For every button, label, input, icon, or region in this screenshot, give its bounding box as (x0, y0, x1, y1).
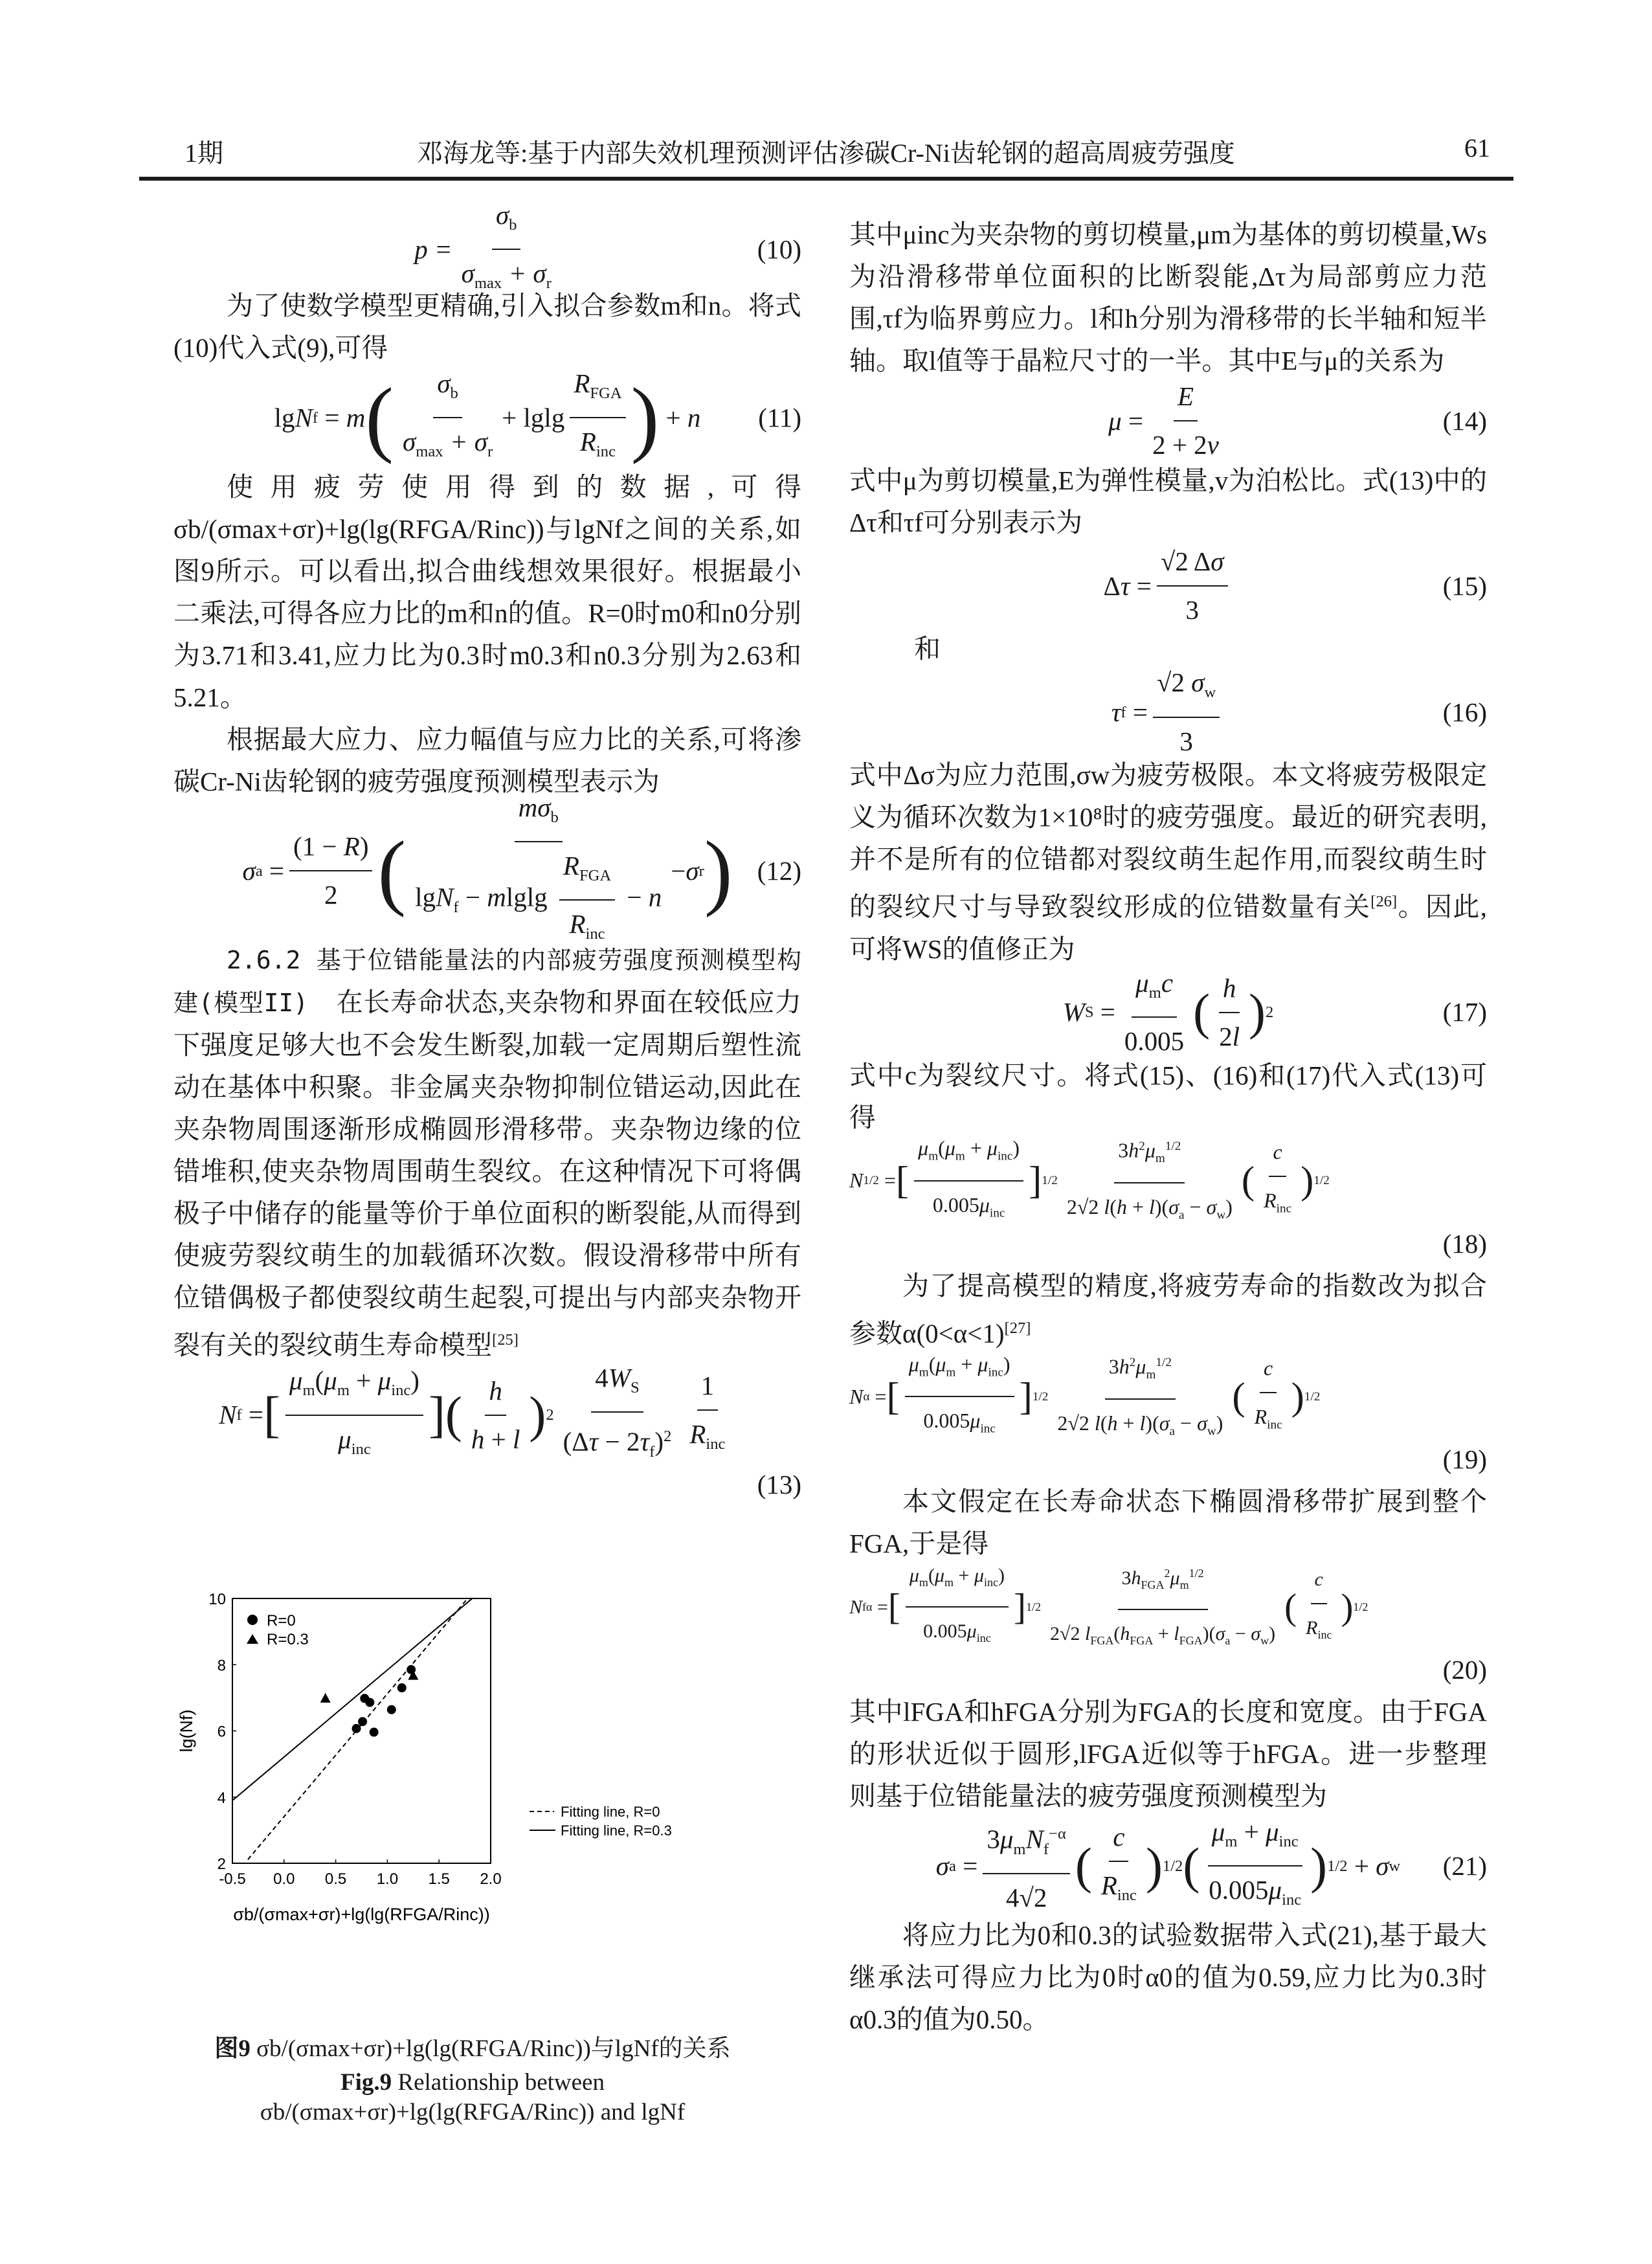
paragraph-shear-modulus: 式中μ为剪切模量,E为弹性模量,v为泊松比。式(13)中的Δτ和τf可分别表示为 (849, 465, 1487, 537)
figure-caption-cn (168, 2034, 777, 2064)
section-heading: 2.6.2 基于位错能量法的内部疲劳强度预测模型构建(模型II) (173, 946, 801, 1017)
data-point-r0 (387, 1705, 396, 1714)
x-tick-label: -0.5 (219, 1870, 246, 1888)
data-point-r03 (320, 1693, 331, 1703)
paragraph-model-intro: 根据最大应力、应力幅值与应力比的关系,可将渗碳Cr-Ni齿轮钢的疲劳强度预测模型表示为 (173, 724, 801, 796)
citation-27: [27] (1004, 1319, 1031, 1337)
paragraph-symbols: 其中μinc为夹杂物的剪切模量,μm为基体的剪切模量,Ws为沿滑移带单位面积的比断裂能,Δτ为局部剪应力范围,τf为临界剪应力。l和h分别为滑移带的长半轴和短半轴。取l值等于晶粒尺寸的一半。其中E与μ的关系为 (849, 219, 1487, 375)
eq15-number: (15) (1442, 570, 1487, 601)
y-tick-label: 10 (208, 1591, 226, 1608)
legend-circle-marker (247, 1615, 258, 1625)
right-column (849, 214, 1487, 2041)
equation-19: N α = [ $\frac{\mu_m(\mu_m + \mu_{inc})}{0.005\mu_{inc}}$ ] 1/2 $\frac{3h^2\mu_m^{1/2}}{2√2 l(h + l)(\sigma_a - \sigma_w)}$ ( $\frac{c}{R_{inc}}$ ) 1/2 (849, 1354, 1487, 1439)
data-point-r0 (370, 1728, 379, 1737)
x-tick-label: 1.0 (376, 1870, 399, 1888)
x-tick-label: 0.5 (324, 1870, 347, 1888)
paragraph-fit-results: 使用疲劳使用得到的数据,可得σb/(σmax+σr)+lg(lg(RFGA/Rinc))与lgNf之间的关系,如图9所示。可以看出,拟合曲线想效果很好。根据最小二乘法,可得各应力比的m和n的值。R=0时m0和n0分别为3.71和3.41,应力比为0.3时m0.3和n0.3分别为2.63和5.21。 (173, 472, 801, 712)
equation-16: τ f = $\frac{√2 \sigma_w}{3}$ (16) (849, 670, 1487, 754)
equation-17: W S = $\frac{\mu_mc}{0.005}$ ( $\frac{h}{2l}$ ) 2 (17) (849, 970, 1487, 1055)
issue-label: 1期 (184, 139, 223, 168)
paragraph-fga-size: 其中lFGA和hFGA分别为FGA的长度和宽度。由于FGA的形状近似于圆形,lFGA近似等于hFGA。进一步整理则基于位错能量法的疲劳强度预测模型为 (849, 1697, 1487, 1811)
eq17-number: (17) (1442, 997, 1487, 1027)
y-tick-label: 4 (217, 1789, 226, 1807)
eq18-number: (18) (1442, 1228, 1487, 1259)
eq10-fraction: $\frac{\sigma_b}{\sigma_{max} + \sigma_r}$ (458, 194, 555, 304)
para5-text: 为了提高模型的精度,将疲劳寿命的指数改为拟合参数α(0<α<1) (849, 1270, 1487, 1349)
equation-13: N f = [ $\frac{\mu_m(\mu_m + \mu_{inc})}{\mu_{inc}}$ ] ( $\frac{h}{h + l}$ ) 2 $\frac{4W_S}{(\Delta\tau - 2\tau_f)^2}$ $\frac{1}{R_{inc}}$ (173, 1367, 801, 1464)
legend-triangle-marker (247, 1634, 258, 1644)
eq13-number: (13) (757, 1469, 801, 1499)
equation-20: N f α = [ $\frac{\mu_m(\mu_m + \mu_{inc})}{0.005\mu_{inc}}$ ] 1/2 $\frac{3h_{FGA}^2\mu_m^{1/2}}{2√2 l_{FGA}(h_{FGA} + l_{FGA})(\sigma_a - \sigma_w)}$ ( $\frac{c}{R_{inc}}$ ) 1/2 (849, 1565, 1487, 1649)
x-tick-label: 1.5 (428, 1870, 450, 1888)
data-point-r0 (365, 1698, 374, 1707)
legend-r0: R=0 (267, 1612, 296, 1630)
paragraph-fit-params: 为了使数学模型更精确,引入拟合参数m和n。将式(10)代入式(9),可得 (173, 291, 801, 363)
eq12-number: (12) (757, 855, 801, 886)
x-tick-label: 0.0 (273, 1870, 295, 1888)
left-column (173, 199, 802, 1506)
data-point-r0 (358, 1717, 367, 1726)
paragraph-alpha-values: 将应力比为0和0.3的试验数据带入式(21),基于最大继承法可得应力比为0时α0的值为0.59,应力比为0.3时α0.3的值为0.50。 (849, 1920, 1487, 2035)
eq11-number: (11) (758, 402, 801, 432)
x-axis-label: σb/(σmax+σr)+lg(lg(RFGA/Rinc)) (233, 1905, 490, 1924)
y-tick-label: 2 (217, 1855, 226, 1873)
citation-25: [25] (492, 1331, 519, 1349)
data-points (320, 1665, 419, 1737)
page-number: 61 (1464, 133, 1490, 163)
figure-caption-en (168, 2068, 777, 2127)
equation-12: σ a = $\frac{(1 - R)}{2}$ ( $m\sigma_b$ lgN$_f$ − mlglg $\frac{R_{FGA}}{R_{inc}}$ − n − σ r ) (12) (173, 803, 801, 939)
eq21-number: (21) (1442, 1850, 1487, 1881)
equation-14: μ = $\frac{E}{2 + 2v}$ (14) (849, 382, 1487, 460)
caption-cn-text: σb/(σmax+σr)+lg(lg(RFGA/Rinc))与lgNf的关系 (256, 2035, 731, 2062)
para3-text: 式中Δσ为应力范围,σw为疲劳极限。本文将疲劳极限定义为循环次数为1×10⁸时的疲劳强度。最近的研究表明,并不是所有的位错都对裂纹萌生起作用,而裂纹萌生时的裂纹尺寸与导致裂纹形成的位错数量有关 (849, 760, 1487, 922)
figure-9-chart (168, 1580, 764, 2007)
y-tick-label: 6 (217, 1723, 226, 1741)
paragraph-dislocation: 在长寿命状态,夹杂物和界面在较低应力下强度足够大也不会发生断裂,加载一定周期后塑性流动在基体中积聚。非金属夹杂物抑制位错运动,因此在夹杂物周围逐渐形成椭圆形滑移带。夹杂物边缘的位错堆积,使夹杂物周围萌生裂纹。在这种情况下可将偶极子中储存的能量等价于单位面积的断裂能,从而得到使疲劳裂纹萌生的加载循环次数。假设滑移带中所有位错偶极子都使裂纹萌生起裂,可提出与内部夹杂物开裂有关的裂纹萌生寿命模型 (173, 987, 802, 1360)
section-2-6-2 (173, 939, 801, 1367)
eq10-number: (10) (757, 234, 801, 264)
eq16-number: (16) (1442, 697, 1487, 727)
y-axis-label: lg(Nf) (177, 1709, 196, 1753)
eq10-lhs: p = (414, 234, 452, 264)
paragraph-crack-size: 式中c为裂纹尺寸。将式(15)、(16)和(17)代入式(13)可得 (849, 1060, 1487, 1132)
paragraph-fga: 本文假定在长寿命状态下椭圆滑移带扩展到整个FGA,于是得 (849, 1486, 1487, 1559)
legend-fit0: Fitting line, R=0 (561, 1804, 660, 1820)
legend-r03: R=0.3 (267, 1631, 309, 1648)
para3-tail: 。因此,可将WS的值修正为 (849, 891, 1488, 964)
citation-26: [26] (1370, 893, 1398, 910)
equation-21: σ a = $\frac{3\mu_mN_f^{-\alpha}}{4√2}$ ( $\frac{c}{R_{inc}}$ ) 1/2 ( $\frac{\mu_m + \mu_{inc}}{0.005\mu_{inc}}$ ) 1/2 + σ w (21) (849, 1817, 1487, 1914)
word-and: 和 (914, 634, 941, 664)
equation-18: N 1/2 = [ $\frac{\mu_m(\mu_m + \mu_{inc})}{0.005\mu_{inc}}$ ] 1/2 $\frac{3h^2\mu_m^{1/2}}{2√2 l(h + l)(\sigma_a - \sigma_w)}$ ( $\frac{c}{R_{inc}}$ ) 1/2 (849, 1139, 1487, 1223)
legend-markers (247, 1612, 309, 1648)
running-title: 邓海龙等:基于内部失效机理预测评估渗碳Cr-Ni齿轮钢的超高周疲劳强度 (417, 139, 1235, 168)
data-point-r0 (397, 1683, 407, 1692)
legend-fit03: Fitting line, R=0.3 (561, 1822, 672, 1839)
header-rule (139, 177, 1513, 181)
eq14-number: (14) (1442, 405, 1487, 436)
paragraph-fatigue-limit (849, 754, 1487, 970)
caption-en-prefix: Fig.9 (340, 2069, 392, 2096)
legend-lines (530, 1804, 672, 1839)
eq19-number: (19) (1442, 1444, 1487, 1475)
data-point-r0 (352, 1724, 361, 1733)
equation-10 (173, 199, 801, 293)
equation-15: Δ τ = $\frac{√2 \Delta\sigma}{3}$ (15) (849, 544, 1487, 628)
equation-11: lg N f = m ( $\frac{\sigma_b}{\sigma_{max} + \sigma_r}$ + lglg $\frac{R_{FGA}}{R_{inc}}$ ) + n (11) (173, 369, 801, 466)
eq20-number: (20) (1442, 1655, 1487, 1685)
y-tick-label: 8 (217, 1657, 226, 1675)
caption-en-text: Relationship between σb/(σmax+σr)+lg(lg(RFGA/Rinc)) and lgNf (260, 2069, 686, 2125)
x-tick-label: 2.0 (480, 1870, 502, 1888)
caption-cn-prefix: 图9 (214, 2035, 251, 2062)
